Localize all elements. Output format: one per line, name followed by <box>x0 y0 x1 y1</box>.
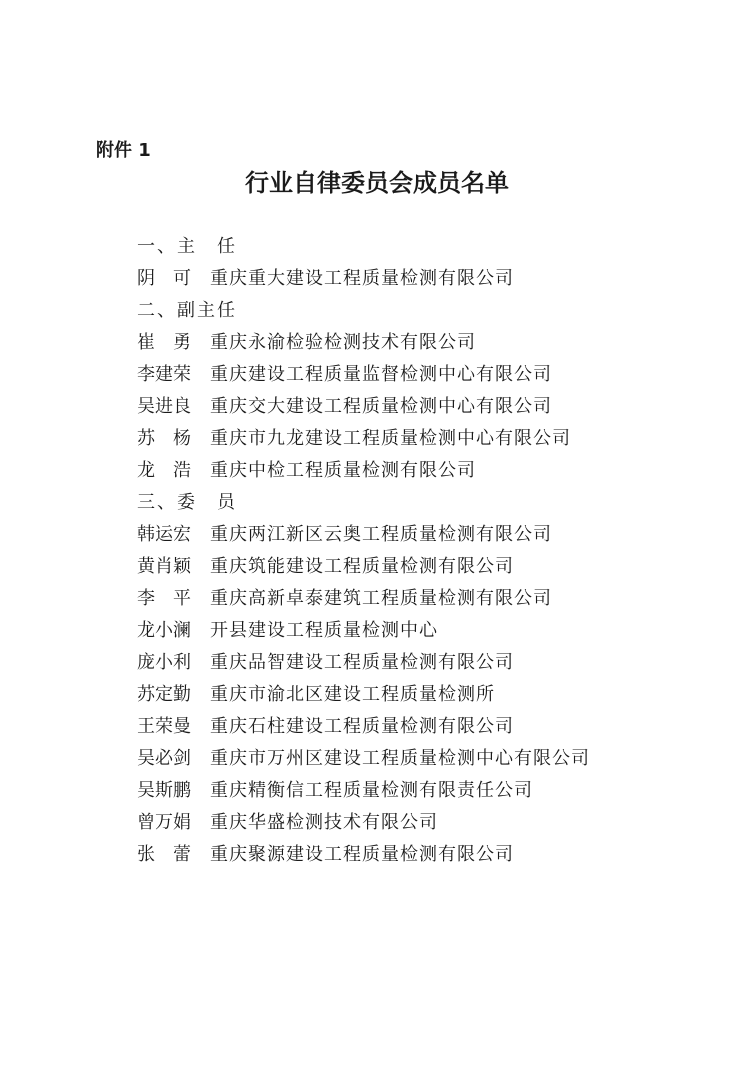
member-row <box>137 616 737 648</box>
member-row <box>137 520 737 552</box>
member-name: 李 平 <box>137 588 191 609</box>
member-organization: 重庆精衡信工程质量检测有限责任公司 <box>210 780 533 801</box>
member-name: 黄肖颖 <box>137 556 191 577</box>
member-row <box>137 744 737 776</box>
member-row <box>137 776 737 808</box>
member-name: 崔 勇 <box>137 332 191 353</box>
member-organization: 重庆市渝北区建设工程质量检测所 <box>210 684 495 705</box>
member-organization: 重庆两江新区云奥工程质量检测有限公司 <box>210 524 552 545</box>
member-organization: 重庆市万州区建设工程质量检测中心有限公司 <box>210 748 590 769</box>
member-row <box>137 840 737 872</box>
member-organization: 重庆市九龙建设工程质量检测中心有限公司 <box>210 428 571 449</box>
member-name: 苏 杨 <box>137 428 191 449</box>
member-organization: 重庆品智建设工程质量检测有限公司 <box>210 652 514 673</box>
member-row <box>137 680 737 712</box>
member-organization: 重庆聚源建设工程质量检测有限公司 <box>210 844 514 865</box>
member-name: 吴斯鹏 <box>137 780 191 801</box>
member-name: 李建荣 <box>137 364 191 385</box>
member-row <box>137 584 737 616</box>
member-organization: 重庆中检工程质量检测有限公司 <box>210 460 476 481</box>
member-name: 庞小利 <box>137 652 191 673</box>
member-organization: 重庆高新卓泰建筑工程质量检测有限公司 <box>210 588 552 609</box>
member-organization: 开县建设工程质量检测中心 <box>210 620 438 641</box>
member-name: 苏定勤 <box>137 684 191 705</box>
member-row <box>137 456 737 488</box>
member-row <box>137 360 737 392</box>
member-organization: 重庆华盛检测技术有限公司 <box>210 812 438 833</box>
member-row <box>137 552 737 584</box>
section-heading-deputy-director: 二、副主任 <box>137 300 237 321</box>
member-organization: 重庆石柱建设工程质量检测有限公司 <box>210 716 514 737</box>
member-organization: 重庆重大建设工程质量检测有限公司 <box>210 268 514 289</box>
member-row <box>137 264 737 296</box>
member-row <box>137 392 737 424</box>
attachment-label: 附件 1 <box>96 140 151 161</box>
member-name: 王荣曼 <box>137 716 191 737</box>
member-name: 韩运宏 <box>137 524 191 545</box>
member-row <box>137 648 737 680</box>
section-heading-director: 一、主 任 <box>137 236 237 257</box>
member-name: 曾万娟 <box>137 812 191 833</box>
member-row <box>137 424 737 456</box>
member-organization: 重庆交大建设工程质量检测中心有限公司 <box>210 396 552 417</box>
member-roster <box>137 232 737 872</box>
member-organization: 重庆永渝检验检测技术有限公司 <box>210 332 476 353</box>
member-name: 张 蕾 <box>137 844 191 865</box>
member-row <box>137 328 737 360</box>
member-row <box>137 712 737 744</box>
member-name: 吴进良 <box>137 396 191 417</box>
member-organization: 重庆筑能建设工程质量检测有限公司 <box>210 556 514 577</box>
member-name: 龙小澜 <box>137 620 191 641</box>
member-row <box>137 808 737 840</box>
page-title: 行业自律委员会成员名单 <box>245 169 509 197</box>
member-name: 阴 可 <box>137 268 191 289</box>
member-name: 龙 浩 <box>137 460 191 481</box>
member-organization: 重庆建设工程质量监督检测中心有限公司 <box>210 364 552 385</box>
section-heading-members: 三、委 员 <box>137 492 237 513</box>
member-name: 吴必剑 <box>137 748 191 769</box>
